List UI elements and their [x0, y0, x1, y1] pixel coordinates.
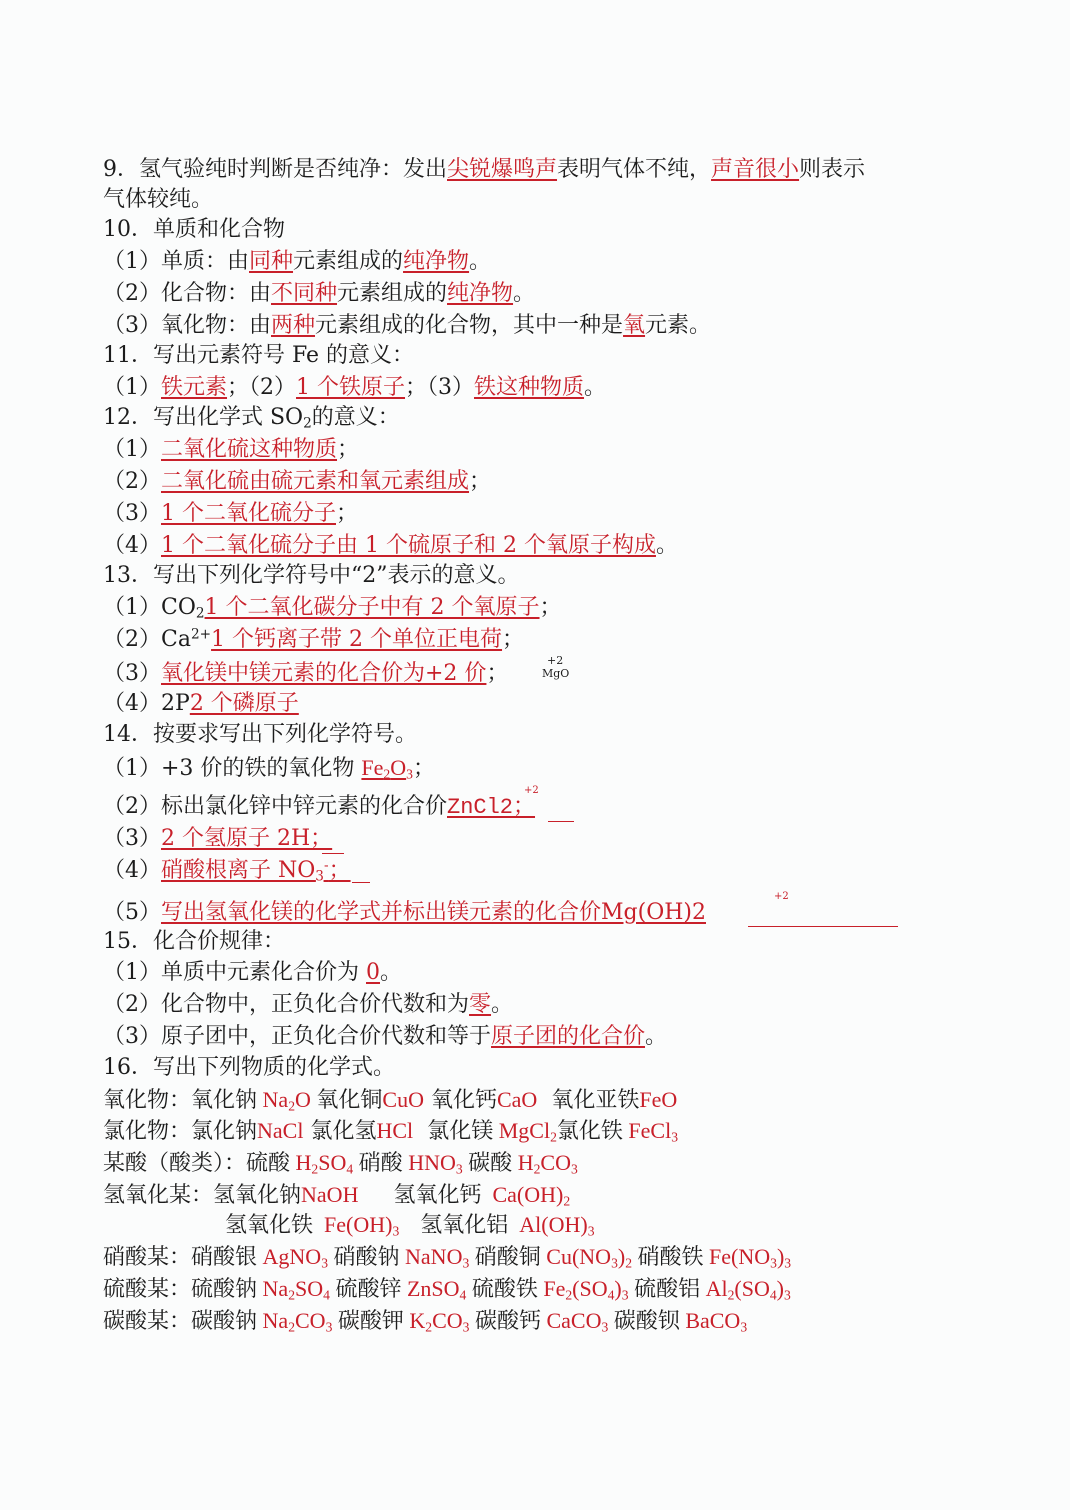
- q16-chlorides: 氯化物：氯化钠NaCl 氯化氢HCl 氯化镁 MgCl$_2$氯化铁 FeCl$_3$: [103, 1118, 678, 1145]
- q14-line-3: （3）2 个氢原子 2H；: [103, 826, 333, 851]
- q15-title: 15．化合价规律：: [103, 929, 285, 954]
- q14-line-2: （2）标出氯化锌中锌元素的化合价ZnCl2；: [103, 794, 536, 820]
- q16-title: 16．写出下列物质的化学式。: [103, 1055, 395, 1080]
- q13-line-4: （4）2P2 个磷原子: [103, 691, 299, 716]
- q16-hydroxides-1: 氢氧化某：氢氧化钠NaOH 氢氧化钙 $Ca(OH)_2$: [103, 1182, 571, 1209]
- q13-line-2: $(2)Ca^{2+}1$ 个钙离子带 2 个单位正电荷；: [103, 626, 525, 652]
- q14-5-charge-mark: +2: [774, 891, 789, 902]
- q10-line-2: （2）化合物：由不同种元素组成的纯净物。: [103, 281, 536, 306]
- q15-line-2: （2）化合物中，正负化合价代数和为零。: [103, 992, 514, 1017]
- q14-line-5: （5）写出氢氧化镁的化学式并标出镁元素的化合价Mg(OH)2: [103, 900, 706, 925]
- q12-line-2: （2）二氧化硫由硫元素和氧元素组成；: [103, 469, 492, 494]
- q11-answers: （1）铁元素；（2）1 个铁原子；（3）铁这种物质。: [103, 375, 607, 400]
- q16-acids: 某酸（酸类）：硫酸 $H_2SO_4$ 硝酸 $HNO_3$ 碳酸 $H_2CO_3$: [103, 1150, 578, 1177]
- q14-3-blank-rule: [322, 853, 344, 854]
- q14-line-1: （1）+3 价的铁的氧化物 $Fe_2O_3$；: [103, 755, 435, 782]
- q9-line-2: 气体较纯。: [103, 187, 214, 212]
- q16-sulfates: 硫酸某：硫酸钠 $Na_2SO_4$ 硫酸锌 ZnSO$_4$ 硫酸铁 $Fe_2(SO_4)_3$ 硫酸铝 $Al_2(SO_4)_3$: [103, 1276, 791, 1303]
- q14-title: 14．按要求写出下列化学符号。: [103, 722, 417, 747]
- q13-note-sup: +2: [547, 654, 564, 667]
- q9-line-1: 9．氢气验纯时判断是否纯净：发出尖锐爆鸣声表明气体不纯，声音很小则表示: [103, 157, 866, 182]
- q15-line-1: （1）单质中元素化合价为 0。: [103, 960, 403, 985]
- q14-4-blank-rule: [352, 882, 370, 883]
- q14-2-charge-mark: +2: [524, 785, 539, 796]
- q13-line-3: （3）氧化镁中镁元素的化合价为+2 价；: [103, 661, 509, 686]
- q10-title: 10．单质和化合物: [103, 217, 285, 242]
- q12-line-4: （4）1 个二氧化硫分子由 1 个硫原子和 2 个氧原子构成。: [103, 533, 678, 558]
- q16-carbonates: 碳酸某：碳酸钠 $Na_2CO_3$ 碳酸钾 $K_2CO_3$ 碳酸钙 CaCO$_3$ 碳酸钡 BaCO$_3$: [103, 1308, 748, 1335]
- q10-line-3: （3）氧化物：由两种元素组成的化合物，其中一种是氧元素。: [103, 313, 712, 338]
- q14-2-blank-rule: [548, 821, 574, 822]
- q12-title: 12．写出化学式 $SO_2$的意义：: [103, 405, 400, 432]
- q12-line-1: （1）二氧化硫这种物质；: [103, 437, 360, 462]
- q14-line-4: （4）硝酸根离子 $NO_3^-$；: [103, 857, 351, 885]
- q13-line-1: $(1)CO_21$ 个二氧化碳分子中有 2 个氧原子；: [103, 595, 562, 622]
- q12-line-3: （3）1 个二氧化硫分子；: [103, 501, 359, 526]
- q13-title: 13．写出下列化学符号中“2”表示的意义。: [103, 563, 520, 588]
- q14-5-blank-rule: [748, 926, 898, 927]
- q11-title: 11．写出元素符号 Fe 的意义：: [103, 343, 415, 368]
- q10-line-1: （1）单质：由同种元素组成的纯净物。: [103, 249, 492, 274]
- q16-oxides: 氧化物：氧化钠 $Na_2O$ 氧化铜CuO 氧化钙CaO 氧化亚铁FeO: [103, 1087, 678, 1114]
- q15-line-3: （3）原子团中，正负化合价代数和等于原子团的化合价。: [103, 1024, 668, 1049]
- q16-nitrates: 硝酸某：硝酸银 AgNO$_3$ 硝酸钠 NaNO$_3$ 硝酸铜 $Cu(NO_3)_2$ 硝酸铁 $Fe(NO_3)_3$: [103, 1244, 792, 1271]
- q13-note-mgo: MgO: [542, 667, 570, 680]
- q16-hydroxides-2: 氢氧化铁 $Fe(OH)_3$ 氢氧化铝 $Al(OH)_3$: [225, 1212, 595, 1239]
